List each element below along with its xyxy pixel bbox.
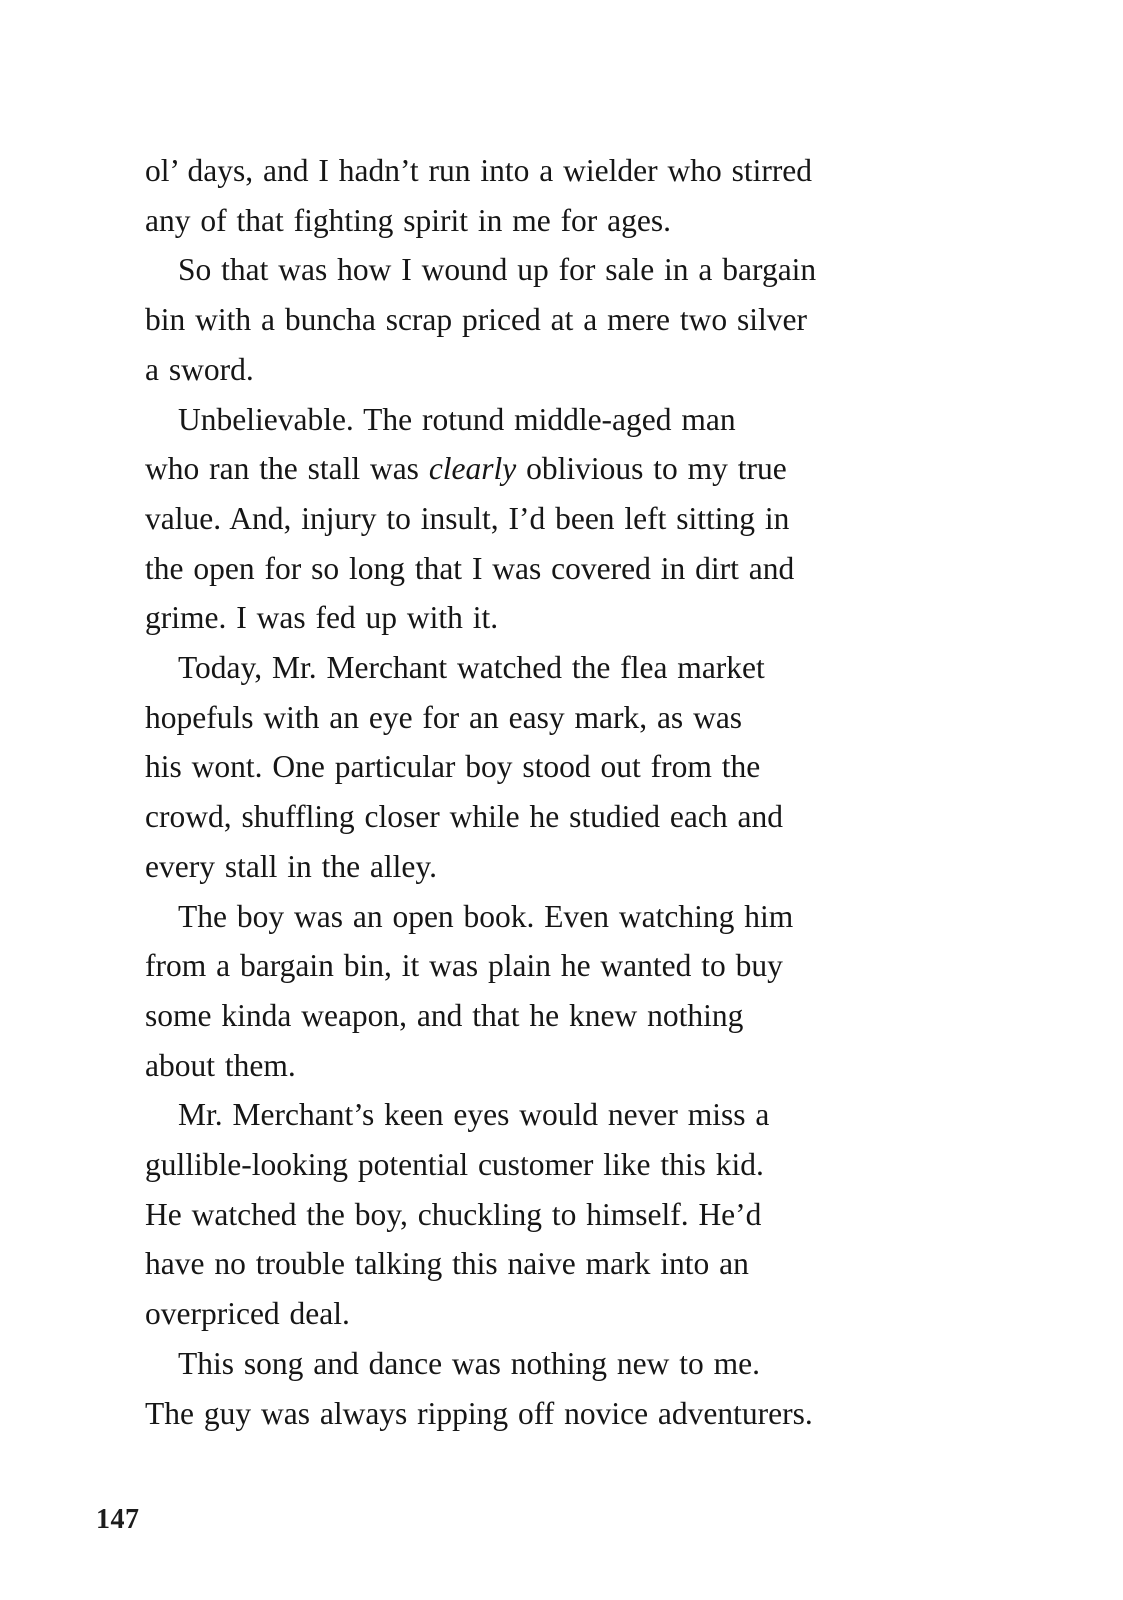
text-block [145,146,965,1438]
text-line: from a bargain bin, it was plain he wanted to buy [145,948,783,984]
text-line: a sword. [145,351,254,387]
text-line: Unbelievable. The rotund middle-aged man [178,401,736,437]
page-number: 147 [96,1504,140,1535]
text-line: value. And, injury to insult, I’d been left sitting in [145,500,790,536]
text-line: He watched the boy, chuckling to himself. He’d [145,1196,762,1232]
text-line: some kinda weapon, and that he knew nothing [145,997,744,1033]
text-line: The guy was always ripping off novice adventurers. [145,1395,813,1431]
text-line: have no trouble talking this naive mark into an [145,1246,749,1282]
text-line: crowd, shuffling closer while he studied each and [145,799,783,835]
text-line: Mr. Merchant’s keen eyes would never miss a [178,1097,770,1133]
text-line: any of that fighting spirit in me for ages. [145,202,672,238]
text-line: The boy was an open book. Even watching him [178,898,794,934]
text-line: hopefuls with an eye for an easy mark, as was [145,699,743,735]
text-line: grime. I was fed up with it. [145,600,499,636]
text-line: ol’ days, and I hadn’t run into a wielder who stirred [145,153,813,188]
text-line: So that was how I wound up for sale in a bargain [178,252,817,288]
text-line: the open for so long that I was covered in dirt and [145,550,795,586]
text-line: about them. [145,1047,296,1083]
text-line: This song and dance was nothing new to me. [178,1345,761,1381]
text-line: every stall in the alley. [145,848,437,884]
text-line: his wont. One particular boy stood out from the [145,749,761,785]
text-line: gullible-looking potential customer like this kid. [145,1147,764,1183]
text-line: Today, Mr. Merchant watched the flea market [178,650,765,686]
text-line: bin with a buncha scrap priced at a mere two silver [145,302,808,338]
text-line: who ran the stall was clearly oblivious to my true [145,451,787,487]
text-line: overpriced deal. [145,1296,350,1332]
